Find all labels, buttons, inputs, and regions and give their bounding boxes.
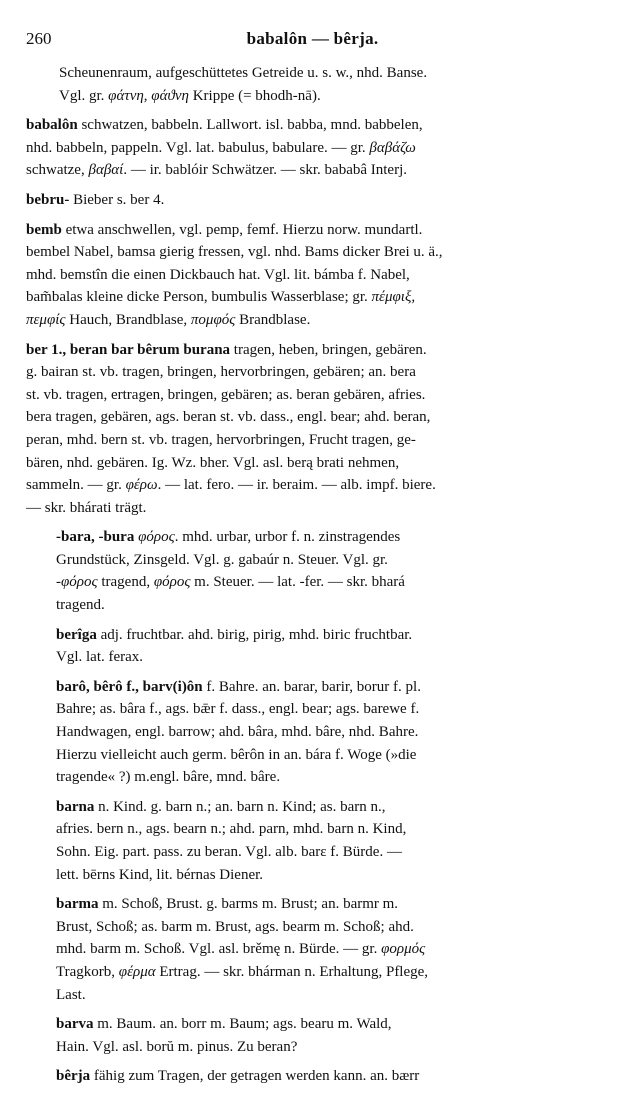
entry-line <box>56 961 601 984</box>
entry-text: Sohn. Eig. part. pass. zu beran. Vgl. alb. barε f. Bürde. — <box>56 844 402 860</box>
entry-text: Scheunenraum, aufgeschüttetes Getreide u. s. w., nhd. Banse. <box>59 65 428 81</box>
entry-text: mhd. bemstîn die einen Dickbauch hat. Vgl. lit. bámba f. Nabel, <box>26 266 410 283</box>
headword: barô, bêrô f., barv(i)ôn <box>56 678 203 695</box>
entry-text: . — lat. fero. — ir. beraim. — alb. impf. biere. <box>157 477 436 494</box>
greek-form: πέμφιξ, <box>371 289 416 306</box>
entry-line <box>26 62 601 85</box>
entry-line <box>56 624 601 647</box>
entry-text: m. Schoß, Brust. g. barms m. Brust; an. barmr m. <box>98 896 399 913</box>
entry-line <box>56 698 601 721</box>
entry-text: Hierzu vielleicht auch germ. bêrôn in an. bára f. Woge (»die <box>56 746 417 763</box>
entry-text: Brandblase. <box>235 311 311 328</box>
headword: bêrja <box>56 1068 91 1085</box>
headword: bebru- <box>26 191 70 208</box>
entry-line <box>56 549 601 572</box>
greek-form: φόρος <box>61 574 98 591</box>
headword: barna <box>56 798 95 815</box>
dictionary-entry-beriga <box>26 624 601 669</box>
entry-line <box>56 893 601 916</box>
entry-text: Brust, Schoß; as. barm m. Brust, ags. bearm m. Schoß; ahd. <box>56 918 414 935</box>
entry-text: — skr. bhárati trägt. <box>26 499 147 516</box>
entry-text: adj. fruchtbar. ahd. birig, pirig, mhd. biric fruchtbar. <box>96 626 413 643</box>
entry-line <box>56 526 601 549</box>
entry-line <box>26 384 601 407</box>
dictionary-entry-bebru <box>26 189 601 212</box>
entry-text: schwatzen, babbeln. Lallwort. isl. babba, mnd. babbelen, <box>77 117 423 134</box>
entry-line <box>26 159 601 182</box>
entry-line <box>56 1065 601 1088</box>
greek-form: φάτνη, φάϑνη <box>108 87 189 104</box>
entry-line <box>26 85 601 108</box>
headword: bemb <box>26 221 62 238</box>
greek-form: φόρος <box>138 529 175 546</box>
entry-line <box>26 339 601 362</box>
greek-form: πεμφίς <box>26 311 66 328</box>
entry-text: nhd. babbeln, pappeln. Vgl. lat. babulus, babulare. — gr. <box>26 139 370 156</box>
entry-text: bembel Nabel, bamsa gierig fressen, vgl. nhd. Bams dicker Brei u. ä., <box>26 244 443 261</box>
entry-line <box>26 497 601 520</box>
entry-line <box>26 361 601 384</box>
entry-line <box>56 744 601 767</box>
headword: barva <box>56 1016 94 1033</box>
entry-line <box>26 114 601 137</box>
entry-text: tragend. <box>56 597 105 614</box>
entry-line <box>56 571 601 594</box>
entry-text: Ertrag. — skr. bhárman n. Erhaltung, Pflege, <box>155 963 429 980</box>
entry-text: Grundstück, Zinsgeld. Vgl. g. gabaúr n. Steuer. Vgl. gr. <box>56 551 388 568</box>
dictionary-entry-bemb <box>26 219 601 332</box>
entry-line <box>56 818 601 841</box>
entry-text: etwa anschwellen, vgl. pemp, femf. Hierzu norw. mundartl. <box>61 221 423 238</box>
entry-line <box>56 796 601 819</box>
entry-line <box>26 406 601 429</box>
headword: -bara, -bura <box>56 529 135 546</box>
entry-line <box>56 594 601 617</box>
dictionary-entry-barva <box>26 1013 601 1058</box>
greek-form: φέρμα <box>118 963 156 980</box>
dictionary-entry-bara <box>26 526 601 616</box>
entry-line <box>26 474 601 497</box>
dictionary-entry-babalon <box>26 114 601 182</box>
entry-text: n. Kind. g. barn n.; an. barn n. Kind; as. barn n., <box>94 798 386 815</box>
page-header <box>26 28 599 52</box>
entry-text: Bahre; as. bâra f., ags. bǣr f. dass., engl. bear; ags. barewe f. <box>56 701 420 718</box>
entry-text: m. Baum. an. borr m. Baum; ags. bearu m. Wald, <box>93 1016 392 1033</box>
headword: babalôn <box>26 117 78 134</box>
entry-text: afries. bern n., ags. bearn n.; ahd. parn, mhd. barn n. Kind, <box>56 821 407 838</box>
dictionary-entry-barma <box>26 893 601 1006</box>
greek-form: βαβάζω <box>369 139 416 156</box>
entry-text: peran, mhd. bern st. vb. tragen, hervorbringen, Frucht tragen, ge- <box>26 431 416 448</box>
entry-text: tragen, heben, bringen, gebären. <box>230 341 427 358</box>
headword: ber 1., beran bar bêrum burana <box>26 341 231 358</box>
entry-text: . mhd. urbar, urbor f. n. zinstragendes <box>174 529 401 546</box>
entry-text: m. Steuer. — lat. -fer. — skr. bhará <box>190 574 405 591</box>
entry-line <box>26 264 601 287</box>
headword: barma <box>56 896 99 913</box>
entry-line <box>26 309 601 332</box>
dictionary-entry-barna <box>26 796 601 886</box>
dictionary-entry-berja <box>26 1065 601 1088</box>
entry-text: st. vb. tragen, ertragen, bringen, gebären; as. beran gebären, afries. <box>26 386 426 403</box>
entry-text: sammeln. — gr. <box>26 477 126 494</box>
entry-line <box>56 916 601 939</box>
dictionary-entry-ber <box>26 339 601 520</box>
headword: berîga <box>56 626 97 643</box>
entry-line <box>56 1036 601 1059</box>
entry-text: Handwagen, engl. barrow; ahd. bâra, mhd. bâre, nhd. Bahre. <box>56 724 419 741</box>
dictionary-body <box>26 62 601 1095</box>
entry-line <box>26 241 601 264</box>
entry-line <box>56 766 601 789</box>
page-number: 260 <box>26 29 52 48</box>
entry-text: Vgl. lat. ferax. <box>56 649 144 666</box>
entry-text: Krippe (= bhodh-nā). <box>188 87 321 104</box>
entry-line <box>56 984 601 1007</box>
entry-line <box>56 864 601 887</box>
entry-line <box>56 721 601 744</box>
entry-text: bera tragen, gebären, ags. beran st. vb. dass., engl. bear; ahd. beran, <box>26 409 431 426</box>
entry-line <box>56 646 601 669</box>
entry-text: bam̃balas kleine dicke Person, bumbulis Wasserblase; gr. <box>26 289 372 306</box>
entry-text: mhd. barm m. Schoß. Vgl. asl. brěmę n. Bürde. — gr. <box>56 941 382 958</box>
entry-text: bären, nhd. gebären. Ig. Wz. bher. Vgl. asl. berą brati nehmen, <box>26 454 400 471</box>
entry-line <box>26 286 601 309</box>
dictionary-entry-cont <box>26 62 601 107</box>
entry-text: f. Bahre. an. barar, barir, borur f. pl. <box>202 678 421 695</box>
dictionary-entry-baro <box>26 676 601 789</box>
entry-text: tragend, <box>97 574 154 591</box>
greek-form: πομφός <box>190 311 236 328</box>
entry-line <box>26 189 601 212</box>
running-head: babalôn — bêrja. <box>246 29 379 48</box>
greek-form: φορμός <box>381 941 426 958</box>
entry-text: lett. bērns Kind, lit. bérnas Diener. <box>56 866 264 883</box>
entry-line <box>26 452 601 475</box>
entry-line <box>26 429 601 452</box>
entry-line <box>26 219 601 242</box>
entry-text: tragende« ?) m.engl. bâre, mnd. bâre. <box>56 769 281 786</box>
greek-form: βαβαί <box>88 162 124 179</box>
greek-form: φέρω <box>125 477 158 494</box>
entry-text: fähig zum Tragen, der getragen werden kann. an. bærr <box>90 1068 420 1085</box>
entry-text: - <box>56 574 61 591</box>
greek-form: φόρος <box>153 574 191 591</box>
entry-text: Last. <box>56 986 86 1003</box>
entry-text: g. bairan st. vb. tragen, bringen, hervorbringen, gebären; an. bera <box>26 364 416 381</box>
entry-text: Vgl. gr. <box>59 87 109 104</box>
entry-line <box>56 676 601 699</box>
entry-text: Tragkorb, <box>56 963 119 980</box>
entry-line <box>26 137 601 160</box>
entry-text: schwatze, <box>26 162 89 179</box>
entry-text: Hauch, Brandblase, <box>65 311 191 328</box>
entry-text: Hain. Vgl. asl. borŭ m. pinus. Zu beran? <box>56 1038 298 1055</box>
entry-line <box>56 1013 601 1036</box>
entry-text: Bieber s. ber 4. <box>69 191 165 208</box>
entry-text: . — ir. bablóir Schwätzer. — skr. bababâ Interj. <box>123 162 408 179</box>
entry-line <box>56 841 601 864</box>
entry-line <box>56 938 601 961</box>
